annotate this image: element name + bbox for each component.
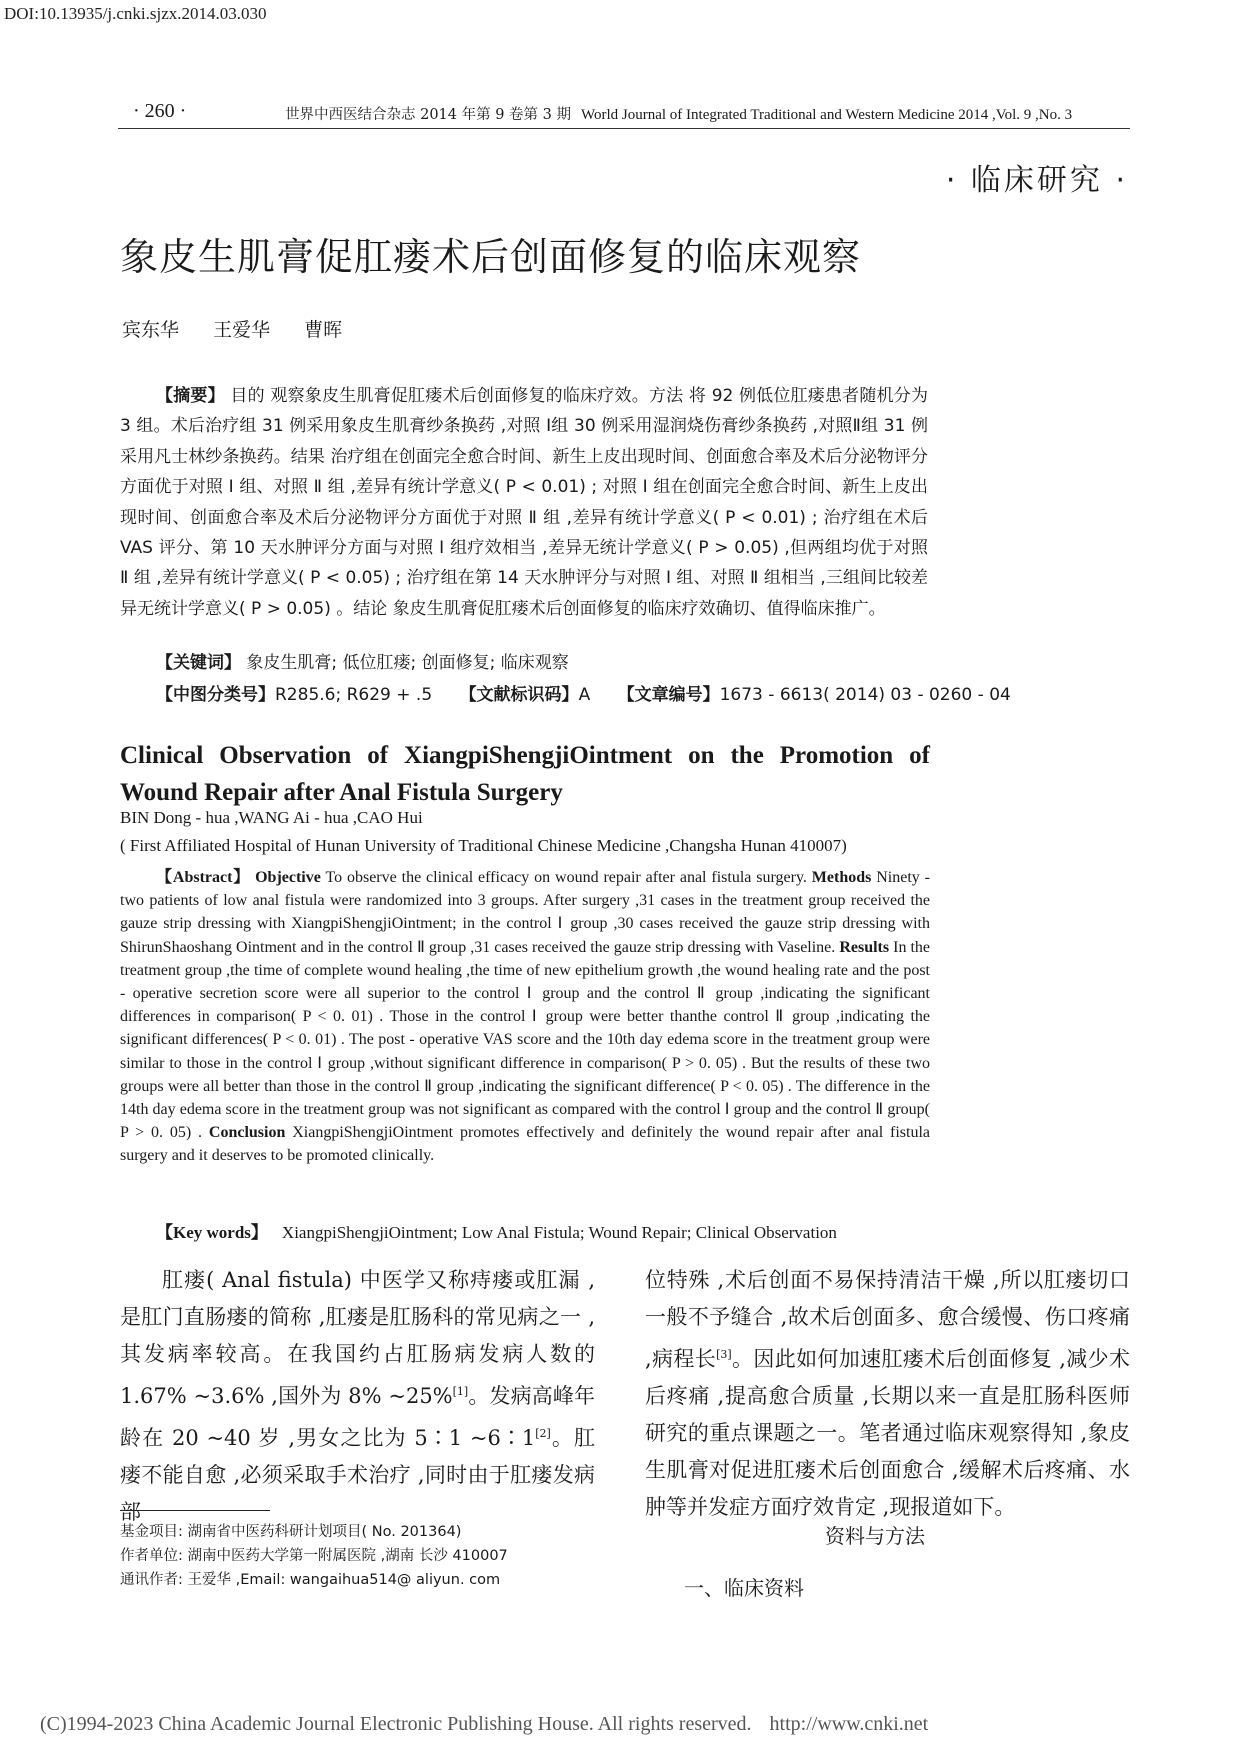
keywords-cn <box>156 648 569 673</box>
page-number: · 260 · <box>133 100 187 122</box>
footnotes <box>120 1520 508 1592</box>
article-number-label: 【文章编号】 <box>617 685 720 705</box>
keywords-en <box>156 1218 837 1243</box>
body-column-right <box>645 1262 1130 1526</box>
methods-label: Methods <box>811 869 872 886</box>
clc-value: R285.6; R629 + .5 <box>275 685 433 705</box>
abstract-cn-label: 【摘要】 <box>156 386 225 406</box>
body-text: 。因此如何加速肛瘘术后创面修复 ,减少术后疼痛 ,提高愈合质量 ,长期以来一直是肛肠科医师研究的重点课题之一。笔者通过临床观察得知 ,象皮生肌膏对促进肛瘘术后创面愈合 ,缓解术后疼痛、水肿等并发症方面疗效肯定 ,现报道如下。 <box>645 1347 1130 1519</box>
body-text: 。发病高峰年龄在 20 ~40 岁 ,男女之比为 5∶1 ~6∶1 <box>120 1384 595 1450</box>
author-name: 宾东华 <box>122 319 180 341</box>
subsection-heading: 一、临床资料 <box>684 1576 804 1600</box>
section-heading: 资料与方法 <box>825 1524 925 1548</box>
objective-text: To observe the clinical efficacy on wound repair after anal fistula surgery. <box>320 869 812 886</box>
copyright-text: (C)1994-2023 China Academic Journal Electronic Publishing House. All rights reserved. <box>40 1713 752 1735</box>
journal-name-en: World Journal of Integrated Traditional and Western Medicine 2014 ,Vol. 9 ,No. 3 <box>581 107 1073 123</box>
article-number-value: 1673 - 6613( 2014) 03 - 0260 - 04 <box>719 685 1011 705</box>
body-column-left <box>120 1262 595 1531</box>
footnote-affiliation: 作者单位: 湖南中医药大学第一附属医院 ,湖南 长沙 410007 <box>120 1548 508 1564</box>
keywords-en-label: 【Key words】 <box>156 1223 268 1242</box>
article-title-en: Clinical Observation of XiangpiShengjiOintment on the Promotion of Wound Repair after Anal Fistula Surgery <box>120 742 930 806</box>
methods-text: Ninety - two patients of low anal fistula were randomized into 3 groups. After surgery ,31 cases in the treatment group received the gauze strip dressing with XiangpiShengjiOintment; in the control Ⅰ group ,30 cases received the gauze strip dressing with ShirunShaoshang Ointment and in the control Ⅱ group ,31 cases received the gauze strip dressing with Vaseline. <box>120 869 931 956</box>
abstract-en-label: 【Abstract】 <box>156 869 251 886</box>
doc-code-label: 【文献标识码】 <box>459 685 579 705</box>
body-text: 肛瘘( Anal fistula) 中医学又称痔瘘或肛漏 ,是肛门直肠瘘的简称 ,肛瘘是肛肠科的常见病之一 ,其发病率较高。在我国约占肛肠病发病人数的 1.67% ~3.6% ,国外为 8% ~25% <box>120 1268 595 1408</box>
results-text: In the treatment group ,the time of complete wound healing ,the time of new epithelium growth ,the wound healing rate and the post - operative secretion score were all superior to the control Ⅰ group and the control Ⅱ group ,indicating the significant differences in comparison( P < 0. 01) . Those in the control Ⅰ group were better thanthe control Ⅱ group ,indicating the significant differences( P < 0. 01) . The post - operative VAS score and the 10th day edema score in the treatment group were similar to those in the control Ⅰ group ,without significant difference in comparison( P > 0. 05) . But the results of these two groups were all better than those in the control Ⅱ group ,indicating the significant difference( P < 0. 05) . The difference in the 14th day edema score in the treatment group was not significant as compared with the control Ⅰ group and the control Ⅱ group( P > 0. 05) . <box>120 938 931 1142</box>
clc-label: 【中图分类号】 <box>156 685 275 705</box>
author-name: 王爱华 <box>213 319 271 341</box>
running-header <box>285 103 1072 124</box>
article-title: 象皮生肌膏促肛瘘术后创面修复的临床观察 <box>120 235 862 279</box>
citation-ref: [1] <box>452 1385 469 1398</box>
body-text: 。肛瘘不能自愈 ,必须采取手术治疗 ,同时由于肛瘘发病部 <box>120 1426 595 1524</box>
doi-line: DOI:10.13935/j.cnki.sjzx.2014.03.030 <box>4 4 267 23</box>
keywords-cn-text: 象皮生肌膏; 低位肛瘘; 创面修复; 临床观察 <box>241 653 569 673</box>
keywords-en-text: XiangpiShengjiOintment; Low Anal Fistula; Wound Repair; Clinical Observation <box>281 1223 837 1242</box>
results-label: Results <box>839 938 890 956</box>
doc-code-value: A <box>578 685 591 705</box>
journal-name-cn: 世界中西医结合杂志 2014 年第 9 卷第 3 期 <box>285 107 572 123</box>
objective-label: Objective <box>255 869 321 886</box>
author-list <box>122 315 370 342</box>
footnote-rule <box>120 1510 270 1511</box>
author-list-en: BIN Dong - hua ,WANG Ai - hua ,CAO Hui <box>120 808 423 827</box>
citation-ref: [3] <box>716 1348 732 1361</box>
conclusion-text: XiangpiShengjiOintment promotes effectively and definitely the wound repair after anal fistula surgery and it deserves to be promoted clinically. <box>120 1124 931 1165</box>
citation-ref: [2] <box>535 1427 551 1440</box>
author-name: 曹晖 <box>304 319 343 341</box>
classification-line <box>156 680 1011 705</box>
affiliation-en: ( First Affiliated Hospital of Hunan University of Traditional Chinese Medicine ,Changsha Hunan 410007) <box>120 836 847 855</box>
keywords-cn-label: 【关键词】 <box>156 653 241 673</box>
conclusion-label: Conclusion <box>208 1124 286 1142</box>
section-label: · 临床研究 · <box>945 163 1128 198</box>
body-text: 位特殊 ,术后创面不易保持清洁干燥 ,所以肛瘘切口一般不予缝合 ,故术后创面多、愈合缓慢、伤口疼痛 ,病程长 <box>645 1268 1130 1371</box>
copyright-line <box>40 1713 928 1736</box>
abstract-en <box>120 866 930 1168</box>
header-rule <box>118 128 1130 129</box>
abstract-cn-text: 目的 观察象皮生肌膏促肛瘘术后创面修复的临床疗效。方法 将 92 例低位肛瘘患者随机分为 3 组。术后治疗组 31 例采用象皮生肌膏纱条换药 ,对照 Ⅰ组 30 例采用湿润烧伤膏纱条换药 ,对照Ⅱ组 31 例采用凡士林纱条换药。结果 治疗组在创面完全愈合时间、新生上皮出现时间、创面愈合率及术后分泌物评分方面优于对照 Ⅰ 组、对照 Ⅱ 组 ,差异有统计学意义( P < 0.01) ; 对照 Ⅰ 组在创面完全愈合时间、新生上皮出现时间、创面愈合率及术后分泌物评分方面优于对照 Ⅱ 组 ,差异有统计学意义( P < 0.01) ; 治疗组在术后 VAS 评分、第 10 天水肿评分方面与对照 Ⅰ 组疗效相当 ,差异无统计学意义( P > 0.05) ,但两组均优于对照 Ⅱ 组 ,差异有统计学意义( P < 0.05) ; 治疗组在第 14 天水肿评分与对照 Ⅰ 组、对照 Ⅱ 组相当 ,三组间比较差异无统计学意义( P > 0.05) 。结论 象皮生肌膏促肛瘘术后创面修复的临床疗效确切、值得临床推广。 <box>120 386 928 619</box>
footnote-fund: 基金项目: 湖南省中医药科研计划项目( No. 201364) <box>120 1524 462 1540</box>
footnote-corresponding: 通讯作者: 王爱华 ,Email: wangaihua514@ aliyun. com <box>120 1572 501 1588</box>
abstract-cn <box>120 381 928 624</box>
copyright-url: http://www.cnki.net <box>769 1713 929 1735</box>
